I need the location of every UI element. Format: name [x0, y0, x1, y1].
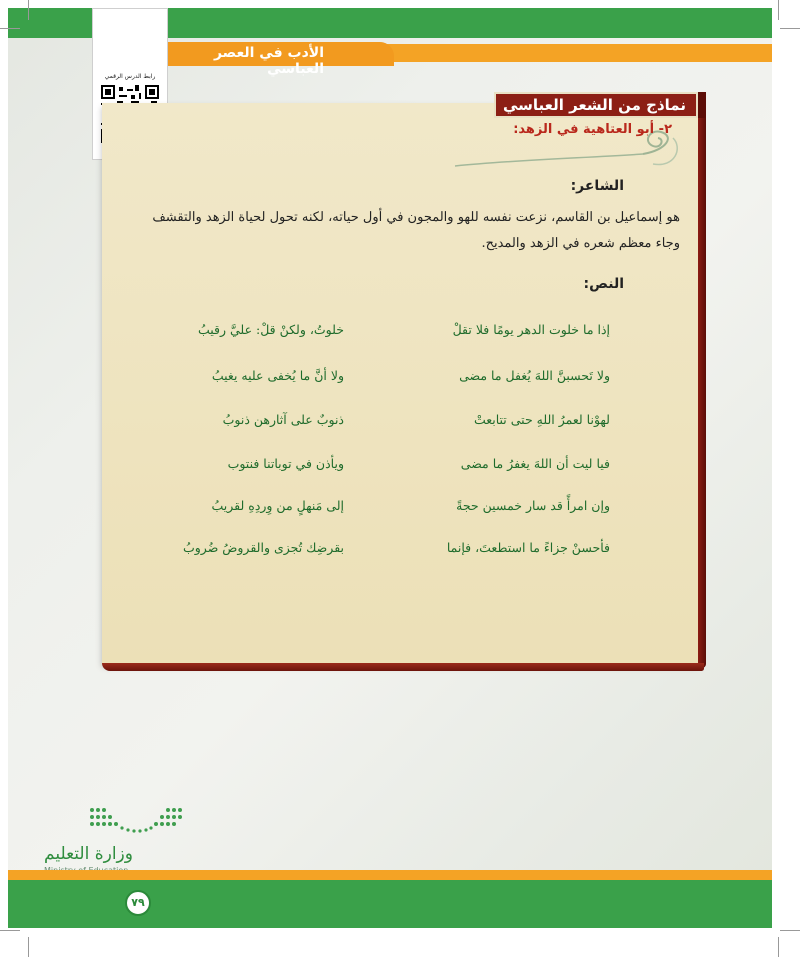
verse-4-first: فيا ليت أن اللهَ يغفرُ ما مضى	[460, 456, 610, 471]
verse-5-first: وإن امرأً قد سار خمسين حجةً	[456, 498, 610, 513]
crop-mark	[778, 0, 779, 20]
verse-1-first: إذا ما خلوت الدهر يومًا فلا تقلْ	[452, 322, 610, 337]
crop-mark	[778, 937, 779, 957]
bottom-orange-band	[8, 870, 772, 880]
text-heading: النص:	[583, 276, 624, 292]
poet-bio: هو إسماعيل بن القاسم، نزعت نفسه للهو والمجون في أول حياته، لكنه تحول لحياة الزهد والتقشف وجاء معظم شعره في الزهد والمديح.	[152, 210, 680, 251]
verse-4-second: ويأذن في توباتنا فنتوب	[227, 456, 344, 471]
verse-5-second: إلى مَنهلٍ من وِردِهِ لقريبُ	[211, 498, 344, 513]
textbook-page	[8, 8, 772, 928]
crop-mark	[0, 28, 20, 29]
qr-label: رابط الدرس الرقمي	[104, 73, 156, 80]
verse-6-first: فأحسنْ جزاءً ما استطعتَ، فإنما	[446, 540, 610, 555]
verse-2-first: ولا تَحسبنَّ اللهَ يُغفل ما مضى	[459, 368, 610, 383]
verse-3-first: لهوْنا لعمرُ اللهِ حتى تتابعتْ	[473, 412, 610, 427]
poet-heading: الشاعر:	[570, 178, 624, 194]
crop-mark	[780, 930, 800, 931]
unit-title: الأدب في العصر العباسي	[213, 45, 324, 77]
section-title-banner	[494, 92, 698, 118]
crop-mark	[28, 937, 29, 957]
section-title: نماذج من الشعر العباسي	[502, 96, 686, 114]
crop-mark	[28, 0, 29, 20]
page-number: ٧٩	[125, 890, 151, 916]
ministry-name-ar: وزارة التعليم	[44, 844, 133, 864]
ministry-logo-icon	[88, 804, 184, 838]
unit-title-tab	[158, 42, 394, 77]
crop-mark	[0, 930, 20, 931]
poem-subtitle: ٢- أبو العتاهية في الزهد:	[513, 122, 672, 137]
bottom-green-band	[8, 880, 772, 928]
verse-2-second: ولا أنَّ ما يُخفى عليه يغيبُ	[211, 368, 344, 383]
banner-tip	[698, 92, 706, 118]
verse-6-second: بقرضِك تُجزى والقروضُ ضُروبُ	[183, 540, 344, 555]
verse-3-second: ذنوبٌ على آثارهن ذنوبُ	[222, 412, 344, 427]
crop-mark	[780, 28, 800, 29]
verse-1-second: خلوتُ، ولكنْ قلْ: عليَّ رقيبُ	[197, 322, 344, 337]
panel-bottom-edge	[102, 663, 704, 671]
panel-edge	[698, 98, 706, 668]
